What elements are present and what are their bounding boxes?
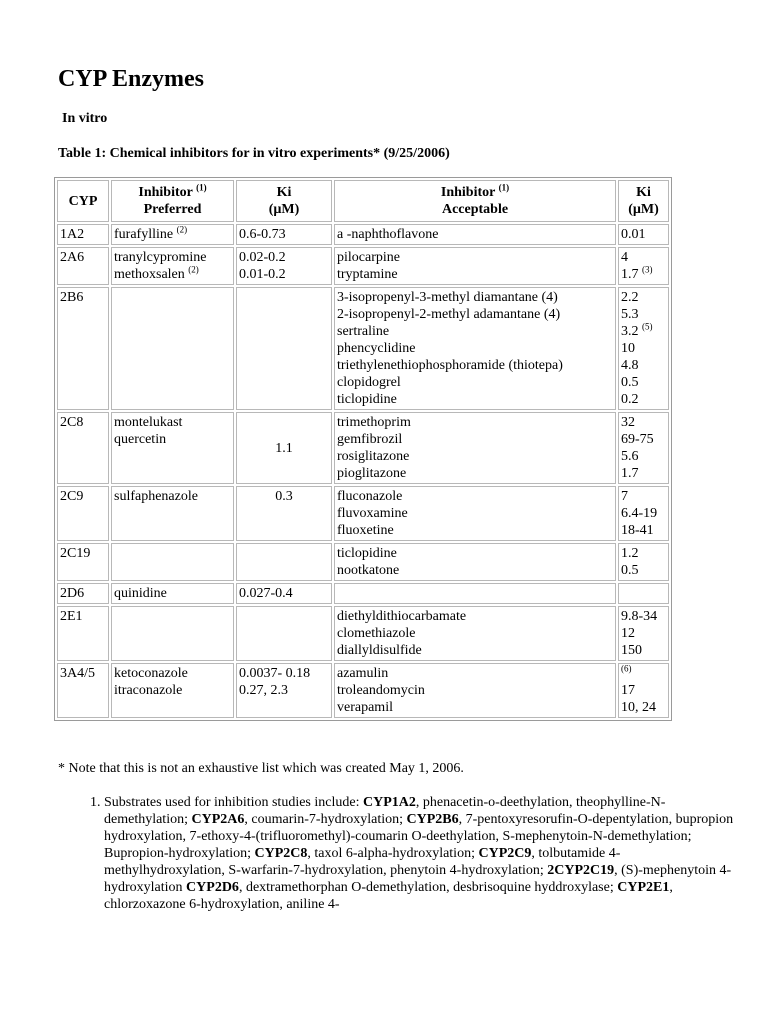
ki-value: 69-75 [621, 432, 654, 447]
ki-value: 0.2 [621, 392, 639, 407]
table-row [57, 606, 669, 661]
ki-preferred-cell [236, 486, 332, 541]
inhibitors-table [54, 177, 672, 721]
ki-value: 0.01 [621, 227, 646, 242]
table-row [57, 224, 669, 245]
header-inhibitor-preferred: Inhibitor $^{(1)}$ Preferred [111, 180, 234, 222]
ki-value: 32 [621, 415, 635, 430]
ki-value: 5.3 [621, 307, 639, 322]
acceptable-inhibitor: triethylenethiophosphoramide (thiotepa) [337, 358, 563, 373]
preferred-inhibitor: sulfaphenazole [114, 489, 198, 504]
ki-value: 10 [621, 341, 635, 356]
acceptable-inhibitor: diethyldithiocarbamate [337, 609, 467, 624]
ki-value: 0.027-0.4 [239, 586, 293, 601]
acceptable-inhibitor: diallyldisulfide [337, 643, 422, 658]
acceptable-inhibitor: 3-isopropenyl-3-methyl diamantane (4) [337, 290, 558, 305]
acceptable-inhibitor: gemfibrozil [337, 432, 403, 447]
table-row [57, 287, 669, 410]
ki-value: 0.3 [275, 489, 293, 504]
acceptable-inhibitor: pilocarpine [337, 250, 400, 265]
ki-acceptable-cell [618, 543, 669, 581]
ki-value: 1.1 [275, 440, 293, 456]
table-row [57, 543, 669, 581]
acceptable-inhibitor-cell [334, 412, 616, 484]
preferred-inhibitor-cell [111, 247, 234, 285]
preferred-inhibitor-cell [111, 224, 234, 245]
cyp-cell: 2D6 [57, 583, 109, 604]
table-row [57, 663, 669, 718]
table-row [57, 583, 669, 604]
acceptable-inhibitor: troleandomycin [337, 683, 425, 698]
table-header-row [57, 180, 669, 222]
ki-preferred-cell [236, 224, 332, 245]
ki-value: 2.2 [621, 290, 639, 305]
ki-value: 4.8 [621, 358, 639, 373]
acceptable-inhibitor: fluconazole [337, 489, 403, 504]
preferred-inhibitor-cell [111, 287, 234, 410]
ki-value: 1.7 [621, 466, 639, 481]
preferred-inhibitor-cell [111, 663, 234, 718]
cyp-cell: 3A4/5 [57, 663, 109, 718]
note-item: 1. Substrates used for inhibition studies include: CYP1A2, phenacetin-o-deethylation, theophylline-N-demethylation; CYP2A6, coumarin-7-hydroxylation; CYP2B6, 7-pentoxyresorufin-O-depentylation, bupropion hydroxylation, 7-ethoxy-4-(trifluoromethyl)-coumarin O-deethylation, S-mephenytoin-N-demethylation; Bupropion-hydroxylation; CYP2C8, taxol 6-alpha-hydroxylation; CYP2C9, tolbutamide 4-methylhydroxylation, S-warfarin-7-hydroxylation, phenytoin 4-hydroxylation; 2CYP2C19, (S)-mephenytoin 4-hydroxylation CYP2D6, dextramethorphan O-demethylation, desbrisoquine hyddroxylase; CYP2E1, chlorzoxazone 6-hydroxylation, aniline 4- [104, 794, 738, 913]
ki-value: 1.2 [621, 546, 639, 561]
ki-value: 0.5 [621, 375, 639, 390]
cyp-cell: 2C19 [57, 543, 109, 581]
header-ki-acceptable: Ki (µM) [618, 180, 669, 222]
acceptable-inhibitor: trimethoprim [337, 415, 411, 430]
ki-preferred-cell [236, 287, 332, 410]
header-cyp: CYP [57, 180, 109, 222]
cyp-cell: 1A2 [57, 224, 109, 245]
acceptable-inhibitor: clomethiazole [337, 626, 416, 641]
header-ki-preferred: Ki (µM) [236, 180, 332, 222]
acceptable-inhibitor-cell [334, 583, 616, 604]
ki-acceptable-cell [618, 606, 669, 661]
ki-value: 4 [621, 250, 628, 265]
ki-value: 0.6-0.73 [239, 227, 286, 242]
preferred-inhibitor: quinidine [114, 586, 167, 601]
ki-value: 0.0037- 0.18 [239, 666, 311, 681]
section-subtitle: In vitro [62, 111, 108, 126]
ki-value: 12 [621, 626, 635, 641]
page-title: CYP Enzymes [58, 66, 204, 92]
acceptable-inhibitor: nootkatone [337, 563, 400, 578]
notes-list [58, 794, 738, 913]
header-inhibitor-acceptable: Inhibitor $^{(1)}$ Acceptable [334, 180, 616, 222]
acceptable-inhibitor-cell [334, 287, 616, 410]
ki-acceptable-cell [618, 663, 669, 718]
preferred-inhibitor: methoxsalen $^{(2)}$ [114, 264, 199, 282]
acceptable-inhibitor-cell [334, 663, 616, 718]
ki-value: 9.8-34 [621, 609, 658, 624]
ki-acceptable-cell [618, 486, 669, 541]
acceptable-inhibitor: ticlopidine [337, 546, 397, 561]
acceptable-inhibitor: fluoxetine [337, 523, 394, 538]
ki-value: 1.7 $^{(3)}$ [621, 264, 653, 282]
acceptable-inhibitor-cell [334, 224, 616, 245]
ki-value: 0.27, 2.3 [239, 683, 288, 698]
acceptable-inhibitor-cell [334, 486, 616, 541]
acceptable-inhibitor: fluvoxamine [337, 506, 408, 521]
cyp-cell: 2E1 [57, 606, 109, 661]
acceptable-inhibitor: tryptamine [337, 267, 398, 282]
acceptable-inhibitor: phencyclidine [337, 341, 416, 356]
preferred-inhibitor: tranylcypromine [114, 250, 207, 265]
ki-value: 10, 24 [621, 700, 656, 715]
footnote: * Note that this is not an exhaustive list which was created May 1, 2006. [58, 761, 464, 776]
acceptable-inhibitor: sertraline [337, 324, 390, 339]
ki-value: 18-41 [621, 523, 654, 538]
ki-value: 5.6 [621, 449, 639, 464]
ki-acceptable-cell [618, 247, 669, 285]
ki-value: 6.4-19 [621, 506, 658, 521]
cyp-cell: 2A6 [57, 247, 109, 285]
ki-preferred-cell [236, 412, 332, 484]
preferred-inhibitor-cell [111, 486, 234, 541]
acceptable-inhibitor: rosiglitazone [337, 449, 410, 464]
cyp-cell: 2B6 [57, 287, 109, 410]
acceptable-inhibitor: 2-isopropenyl-2-methyl adamantane (4) [337, 307, 561, 322]
ki-preferred-cell [236, 543, 332, 581]
acceptable-inhibitor: clopidogrel [337, 375, 401, 390]
ki-acceptable-cell [618, 583, 669, 604]
acceptable-inhibitor-cell [334, 247, 616, 285]
preferred-inhibitor-cell [111, 412, 234, 484]
ki-value: 0.02-0.2 [239, 250, 286, 265]
ki-value: 0.01-0.2 [239, 267, 286, 282]
preferred-inhibitor-cell [111, 543, 234, 581]
ki-preferred-cell [236, 606, 332, 661]
preferred-inhibitor-cell [111, 583, 234, 604]
ki-value: 3.2 $^{(5)}$ [621, 321, 653, 339]
table-row [57, 247, 669, 285]
cyp-cell: 2C9 [57, 486, 109, 541]
table-row [57, 412, 669, 484]
ki-value: 150 [621, 643, 642, 658]
acceptable-inhibitor: verapamil [337, 700, 393, 715]
ki-acceptable-cell [618, 287, 669, 410]
ki-value: 17 [621, 683, 635, 698]
preferred-inhibitor: itraconazole [114, 683, 183, 698]
ki-preferred-cell [236, 583, 332, 604]
cyp-cell: 2C8 [57, 412, 109, 484]
preferred-inhibitor-cell [111, 606, 234, 661]
ki-preferred-cell [236, 247, 332, 285]
acceptable-inhibitor: ticlopidine [337, 392, 397, 407]
acceptable-inhibitor-cell [334, 606, 616, 661]
ki-acceptable-cell [618, 224, 669, 245]
table-row [57, 486, 669, 541]
acceptable-inhibitor: azamulin [337, 666, 389, 681]
preferred-inhibitor: ketoconazole [114, 666, 188, 681]
ki-preferred-cell [236, 663, 332, 718]
table-caption: Table 1: Chemical inhibitors for in vitro experiments* (9/25/2006) [58, 146, 450, 161]
ki-value: (6) [621, 663, 632, 674]
acceptable-inhibitor: a -naphthoflavone [337, 227, 439, 242]
acceptable-inhibitor: pioglitazone [337, 466, 407, 481]
table-body [57, 224, 669, 718]
preferred-inhibitor: furafylline $^{(2)}$ [114, 224, 188, 242]
preferred-inhibitor: montelukast [114, 415, 183, 430]
ki-acceptable-cell [618, 412, 669, 484]
ki-value: 0.5 [621, 563, 639, 578]
acceptable-inhibitor-cell [334, 543, 616, 581]
preferred-inhibitor: quercetin [114, 432, 167, 447]
ki-value: 7 [621, 489, 628, 504]
